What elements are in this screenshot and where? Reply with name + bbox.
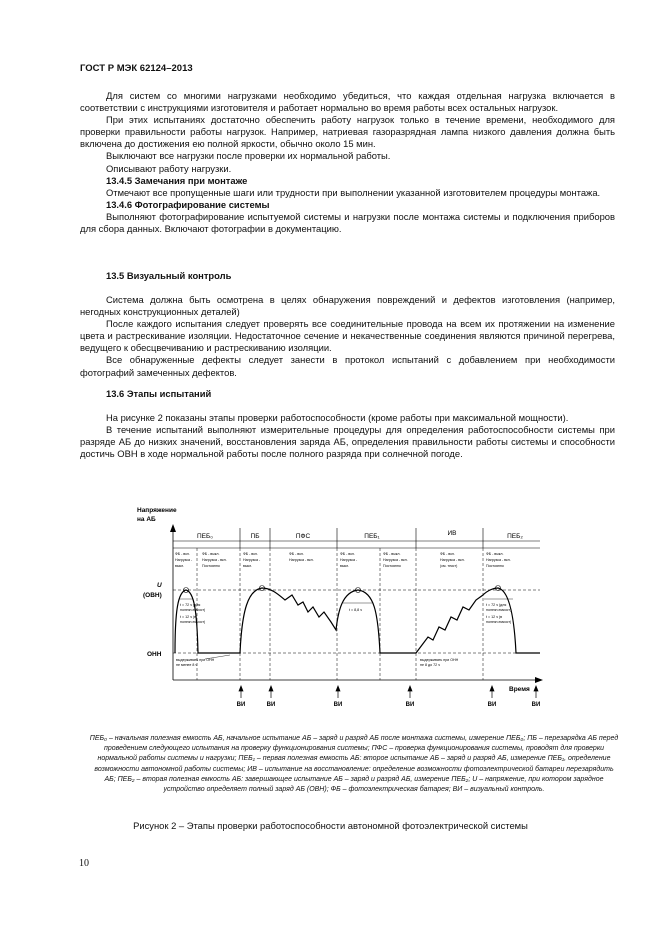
figure-ylabel-2: на АБ	[137, 516, 156, 523]
discharge-note: не 8 до 72 ч	[420, 663, 440, 667]
duration-note: полезн.емкост)	[180, 620, 206, 624]
duration-note: t = 72 ч (для	[486, 603, 507, 607]
phase-note: выкл.	[243, 564, 253, 568]
subsection-heading: 13.4.6 Фотографирование системы	[106, 198, 270, 210]
paragraph: Описывают работу нагрузки.	[106, 162, 232, 174]
onn-label: ОНН	[147, 651, 162, 658]
u-label: U	[157, 582, 162, 589]
vi-label: ВИ	[405, 702, 415, 708]
phase-note: Нагрузка - вкл.	[486, 558, 511, 562]
phase-note: ФБ - выкл.	[486, 552, 504, 556]
phase-note: Нагрузка - вкл.	[289, 558, 314, 562]
duration-note: t = 72 ч (для	[180, 603, 201, 607]
phase-note: ФБ - выкл.	[202, 552, 220, 556]
y-axis-arrow	[170, 524, 176, 532]
ovn-label: (ОВН)	[143, 592, 162, 599]
paragraph: Выключают все нагрузки после проверки их нормальной работы.	[106, 150, 391, 162]
phase-note: ФБ - вкл.	[289, 552, 304, 556]
discharge-note: выдерживать при ОНН	[176, 658, 215, 662]
duration-note: полезн.емкост)	[486, 620, 512, 624]
phase-note: Нагрузка -	[243, 558, 261, 562]
duration-note: t = 12 ч (в	[180, 615, 197, 619]
phase-label: ПЕБ₁	[364, 533, 380, 540]
paragraph: Выполняют фотографирование испытуемой системы и нагрузки после монтажа системы и подключения приборов для сбора данных. Включают фотографии в документацию.	[80, 210, 615, 235]
phase-note: ФБ - вкл.	[175, 552, 190, 556]
x-axis-arrow	[535, 677, 543, 683]
figure-caption: ПЕБ₀ – начальная полезная емкость АБ, начальное испытание АБ – заряд и разряд АБ после монтажа системы, измерение ПЕБ₀; ПБ – перезарядка АБ перед проведением следующего испытания на проверку функционирования системы; ПФС – проверка функционирования системы, проводят для проверки нормальной работы системы и нагрузки; ПЕБ₁ – первая полезная емкость АБ: второе испытание АБ – заряд и разряд АБ, измерение ПЕБ₁, определение возможности автономной работы системы; ИВ – испытание на восстановление: определение возможности фотоэлектрической батареи перезарядить АБ; ПЕБ₂ – вторая полезная емкость АБ: завершающее испытание АБ – заряд и разряд АБ, измерение ПЕБ₂; U – напряжение, при котором зарядное устройство определяет полный заряд АБ (ОВН); ФБ – фотоэлектрическая батарея; ВИ – визуальный контроль.	[89, 735, 619, 794]
phase-note: Нагрузка -	[175, 558, 193, 562]
paragraph: На рисунке 2 показаны этапы проверки работоспособности (кроме работы при максимальной мощности).	[106, 412, 569, 423]
vi-label: ВИ	[236, 702, 246, 708]
phase-note: Постоянно	[486, 564, 504, 568]
duration-note: t = 12 ч (в	[486, 615, 503, 619]
paragraph: Отмечают все пропущенные шаги или трудности при выполнении указанной изготовителем процедуры монтажа.	[106, 186, 601, 198]
section-heading-13-6: 13.6 Этапы испытаний	[106, 388, 212, 399]
phase-note: выкл.	[340, 564, 350, 568]
paragraph: После каждого испытания следует проверять все соединительные провода на всем их протяжении на изменение цвета и растрескивание изоляции. Недостаточное сечение и некачественные соединения являются причиной перегрева, ведущего к обесцвечиванию и растрескиванию изоляции.	[80, 318, 615, 354]
vi-label: ВИ	[531, 702, 541, 708]
phase-label: ИВ	[447, 530, 457, 537]
phase-note: Нагрузка - вкл.	[440, 558, 465, 562]
phase-note: ФБ - вкл.	[243, 552, 258, 556]
duration-note: полезн.емкост)	[180, 608, 206, 612]
phase-note: Нагрузка -	[340, 558, 358, 562]
vi-label: ВИ	[333, 702, 343, 708]
phase-label: ПФС	[295, 533, 311, 540]
paragraph: В течение испытаний выполняют измерительные процедуры для определения работоспособности системы при разряде АБ до низких значений, восстановления заряда АБ, определения правильности работы системы и способности достичь ОВН в ходе нормальной работы после полного разряда при солнечной погоде.	[80, 424, 615, 460]
figure-ylabel-1: Напряжение	[137, 507, 177, 514]
page-number: 10	[79, 858, 89, 869]
duration-note: полезн.емкост)	[486, 608, 512, 612]
vi-label: ВИ	[266, 702, 276, 708]
phase-note: выкл.	[175, 564, 185, 568]
phase-note: ФБ - вкл.	[440, 552, 455, 556]
phase-label: ПЕБ₀	[197, 533, 213, 540]
discharge-note: выдерживать при ОНН	[420, 658, 459, 662]
duration-note: t = 8,8 ч	[349, 608, 362, 612]
phase-note: Постоянно	[383, 564, 401, 568]
vi-label: ВИ	[487, 702, 497, 708]
phase-note: (см. текст)	[440, 564, 458, 568]
paragraph: Для систем со многими нагрузками необходимо убедиться, что каждая отдельная нагрузка включается в соответствии с инструкциями изготовителя и работает нормально во время работы всех остальных нагрузок.	[80, 90, 615, 114]
section-heading-13-5: 13.5 Визуальный контроль	[106, 270, 232, 281]
phase-note: Постоянно	[202, 564, 220, 568]
phase-label: ПЕБ₂	[507, 533, 523, 540]
time-label: Время	[509, 686, 530, 693]
figure-title: Рисунок 2 – Этапы проверки работоспособности автономной фотоэлектрической системы	[133, 820, 528, 831]
discharge-note: не менее 8 ч	[176, 663, 198, 667]
phase-note: ФБ - вкл.	[340, 552, 355, 556]
subsection-heading: 13.4.5 Замечания при монтаже	[106, 174, 248, 186]
phase-note: ФБ - выкл.	[383, 552, 401, 556]
paragraph: При этих испытаниях достаточно обеспечить работу нагрузок только в течение времени, необходимого для проверки правильности работы нагрузок. Например, натриевая газоразрядная лампа низкого давления должна быть включена до достижения ею полной яркости, обычно около 15 мин.	[80, 114, 615, 150]
paragraph: Все обнаруженные дефекты следует занести в протокол испытаний с добавлением при необходимости фотографий замеченных дефектов.	[80, 354, 615, 378]
paragraph: Система должна быть осмотрена в целях обнаружения повреждений и дефектов изготовления (например, негодных конструкционных деталей)	[80, 294, 615, 318]
phase-label: ПБ	[250, 533, 260, 540]
phase-note: Нагрузка - вкл.	[202, 558, 227, 562]
page-header: ГОСТ Р МЭК 62124–2013	[80, 63, 193, 74]
phase-note: Нагрузка - вкл.	[383, 558, 408, 562]
